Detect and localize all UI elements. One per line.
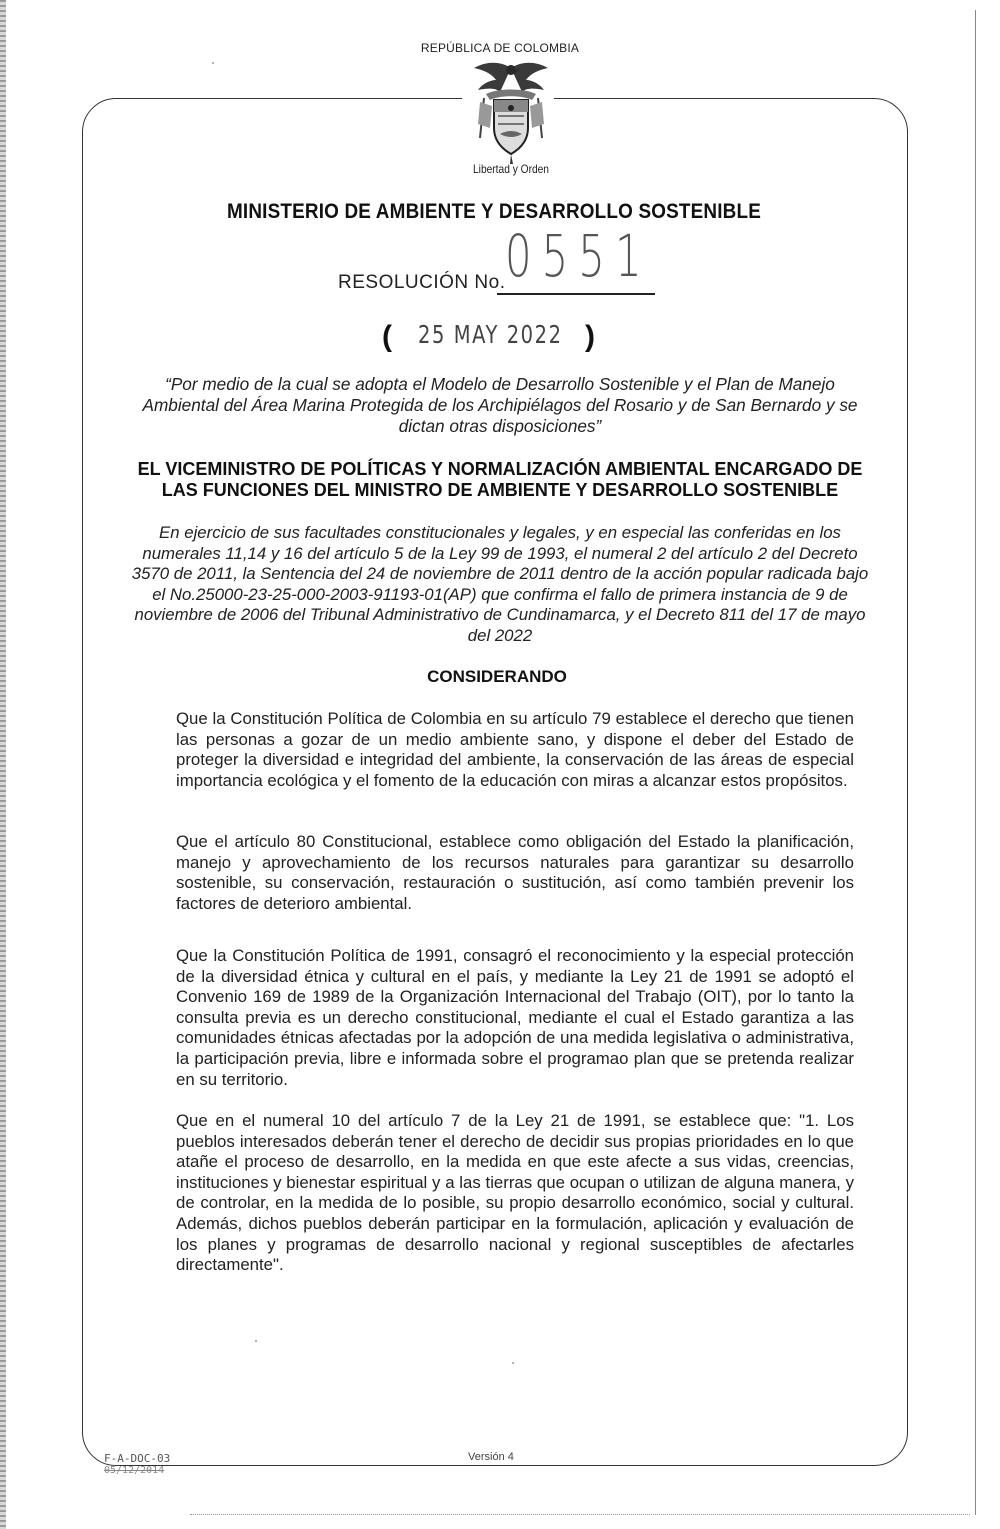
scan-speck bbox=[212, 62, 214, 64]
resolution-subject: “Por medio de la cual se adopta el Modelo de Desarrollo Sostenible y el Plan de Manejo Ambiental del Área Marina Protegida de los Archipiélagos del Rosario y de San Bernardo y se dictan otras disposiciones” bbox=[142, 374, 858, 436]
form-code: F-A-DOC-03 bbox=[104, 1452, 171, 1465]
national-motto: Libertad y Orden bbox=[473, 162, 549, 176]
ministry-title: MINISTERIO DE AMBIENTE Y DESARROLLO SOSTENIBLE bbox=[226, 200, 762, 223]
scan-edge-left bbox=[0, 0, 6, 1529]
date-paren-close: ) bbox=[585, 320, 595, 353]
scan-edge-right bbox=[975, 10, 976, 1515]
scan-speck bbox=[512, 1362, 514, 1364]
colombia-coat-of-arms-icon bbox=[466, 58, 556, 166]
country-name: REPÚBLICA DE COLOMBIA bbox=[420, 41, 580, 55]
considerando-paragraph: Que la Constitución Política de 1991, consagró el reconocimiento y la especial protección de la diversidad étnica y cultural en el país, y mediante la Ley 21 de 1991 se adoptó el Convenio 169 de 1989 de la Organización Internacional del Trabajo (OIT), por lo tanto la consulta previa es un derecho constitucional, mediante el cual el Estado garantiza a las comunidades étnicas afectadas por la adopción de una medida legislativa o administrativa, la participación previa, libre e informada sobre el programao plan que se pretenda realizar en su territorio. bbox=[176, 946, 854, 1089]
resolution-label: RESOLUCIÓN No. bbox=[338, 272, 506, 293]
considerando-paragraph: Que en el numeral 10 del artículo 7 de la Ley 21 de 1991, se establece que: "1. Los pueblos interesados deberán tener el derecho de decidir sus propias prioridades en lo que atañe el proceso de desarrollo, en la medida en que este afecte a sus vidas, creencias, instituciones y bienestar espiritual y a las tierras que ocupan o utilizan de alguna manera, y de controlar, en la medida de lo posible, su propio desarrollo económico, social y cultural. Además, dichos pueblos deberán participar en la formulación, aplicación y evaluación de los planes y programas de desarrollo nacional y regional susceptibles de afectarles directamente". bbox=[176, 1111, 854, 1275]
scan-speck bbox=[255, 1340, 257, 1342]
form-date: 05/12/2014 bbox=[104, 1465, 165, 1476]
resolution-number-underline bbox=[497, 293, 655, 295]
resolution-date-stamp: 25 MAY 2022 bbox=[418, 320, 563, 349]
scan-edge-bottom bbox=[190, 1514, 970, 1516]
considerando-paragraph: Que la Constitución Política de Colombia en su artículo 79 establece el derecho que tienen las personas a gozar de un medio ambiente sano, y dispone el deber del Estado de proteger la diversidad e integridad del ambiente, la conservación de las áreas de especial importancia ecológica y el fomento de la educación con miras a alcanzar estos propósitos. bbox=[176, 709, 854, 790]
date-paren-open: ( bbox=[382, 320, 392, 353]
considerando-heading: CONSIDERANDO bbox=[427, 667, 567, 686]
considerando-paragraph: Que el artículo 80 Constitucional, establece como obligación del Estado la planificación, manejo y aprovechamiento de los recursos naturales para garantizar su desarrollo sostenible, su conservación, restauración o sustitución, así como también prevenir los factores de deterioro ambiental. bbox=[176, 832, 854, 913]
legal-powers-preamble: En ejercicio de sus facultades constitucionales y legales, y en especial las conferidas en los numerales 11,14 y 16 del artículo 5 de la Ley 99 de 1993, el numeral 2 del artículo 2 del Decreto 3570 de 2011, la Sentencia del 24 de noviembre de 2011 dentro de la acción popular radicada bajo el No.25000-23-25-000-2003-91193-01(AP) que confirma el fallo de primera instancia de 9 de noviembre de 2006 del Tribunal Administrativo de Cundinamarca, y el Decreto 811 del 17 de mayo del 2022 bbox=[131, 523, 869, 645]
issuing-authority: EL VICEMINISTRO DE POLÍTICAS Y NORMALIZACIÓN AMBIENTAL ENCARGADO DE LAS FUNCIONES DEL MINISTRO DE AMBIENTE Y DESARROLLO SOSTENIBLE bbox=[137, 459, 863, 500]
form-version: Versión 4 bbox=[468, 1451, 514, 1463]
resolution-number-stamp: 0551 bbox=[505, 222, 652, 290]
